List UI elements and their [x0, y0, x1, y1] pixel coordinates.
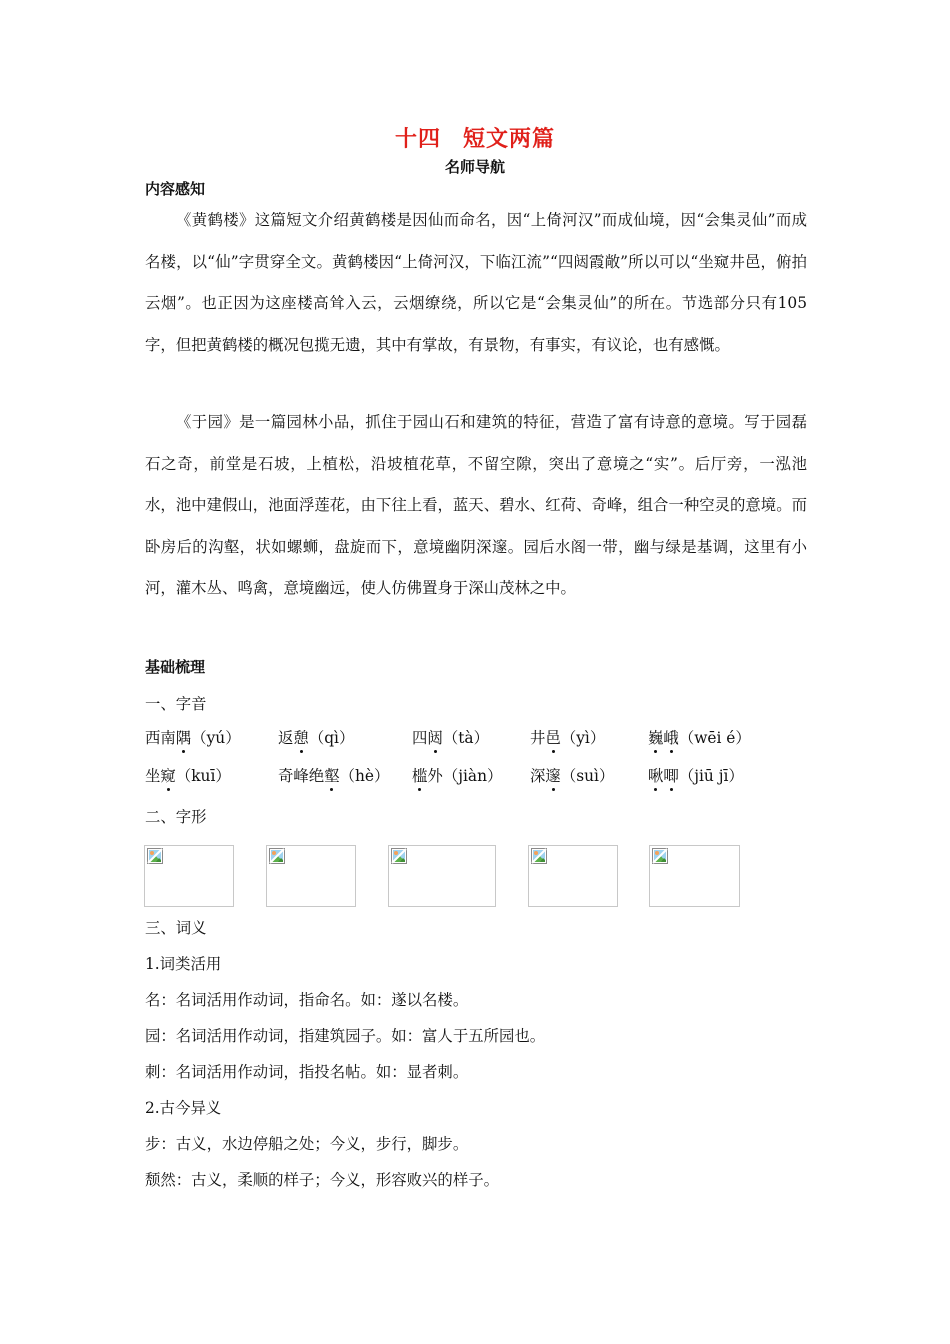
pronunciation-heading: 一、字音: [145, 695, 207, 713]
dotted-character: 闼: [427, 729, 443, 747]
pronunciation-item: [530, 726, 605, 748]
meaning-line: 园：名词活用作动词，指建筑园子。如：富人于五所园也。: [145, 1027, 546, 1045]
word-prefix: 坐: [145, 767, 161, 785]
word-prefix: 奇峰绝: [278, 767, 325, 785]
broken-image-icon: [391, 848, 407, 864]
word-prefix: 深: [530, 767, 546, 785]
target-characters: [545, 729, 560, 747]
pinyin: （yú）: [191, 729, 241, 747]
meaning-subheading-2: 2.古今异义: [145, 1099, 222, 1117]
target-characters: [293, 729, 308, 747]
pronunciation-item: [412, 764, 502, 786]
dotted-character: 唧: [663, 767, 679, 785]
word-prefix: 井: [530, 729, 546, 747]
dotted-character: 巍: [648, 729, 664, 747]
pinyin: （jiàn）: [442, 767, 503, 785]
lesson-name: 短文两篇: [463, 127, 556, 152]
glyph-image-placeholder: [266, 845, 356, 907]
glyph-image-placeholder: [388, 845, 496, 907]
pronunciation-item: [278, 726, 354, 748]
pinyin: （qì）: [308, 729, 355, 747]
dotted-character: 隅: [175, 729, 192, 747]
pronunciation-item: [278, 764, 389, 786]
meaning-line: 颓然：古义，柔顺的样子；今义，形容败兴的样子。: [145, 1171, 499, 1189]
target-characters: [412, 767, 427, 785]
glyph-image-placeholder: [144, 845, 234, 907]
pinyin: （yì）: [560, 729, 606, 747]
dotted-character: 邑: [545, 729, 561, 747]
dotted-character: 窥: [160, 767, 176, 785]
glyph-image-placeholder: [528, 845, 618, 907]
pinyin: （kuī）: [175, 767, 231, 785]
target-characters: [160, 767, 175, 785]
glyph-heading: 二、字形: [145, 808, 207, 826]
dotted-character: 啾: [648, 767, 664, 785]
dotted-character: 憩: [293, 729, 309, 747]
paragraph-yellow-crane-tower: 《黄鹤楼》这篇短文介绍黄鹤楼是因仙而命名，因“上倚河汉”而成仙境，因“会集灵仙”而成名楼，以“仙”字贯穿全文。黄鹤楼因“上倚河汉，下临江流”“四闼霞敞”所以可以“坐窥井邑，俯拍云烟”。也正因为这座楼高耸入云，云烟缭绕，所以它是“会集灵仙”的所在。节选部分只有105字，但把黄鹤楼的概况包揽无遗，其中有掌故，有景物，有事实，有议论，也有感慨。: [145, 211, 807, 354]
pinyin: （jiū jī）: [678, 767, 744, 785]
pinyin: （suì）: [560, 767, 615, 785]
pronunciation-item: [530, 764, 614, 786]
target-characters: [324, 767, 339, 785]
pronunciation-item: [145, 726, 241, 748]
word-prefix: 四: [412, 729, 428, 747]
meaning-subheading-1: 1.词类活用: [145, 955, 222, 973]
lesson-title: [0, 122, 950, 153]
target-characters: [176, 729, 191, 747]
lesson-number: 十四: [394, 127, 441, 152]
paragraph-yu-garden: 《于园》是一篇园林小品，抓住于园山石和建筑的特征，营造了富有诗意的意境。写于园磊石之奇，前堂是石坡，上植松，沿坡植花草，不留空隙，突出了意境之“实”。后厅旁，一泓池水，池中建假山，池面浮莲花，由下往上看，蓝天、碧水、红荷、奇峰，组合一种空灵的意境。而卧房后的沟壑，状如螺蛳，盘旋而下，意境幽阴深邃。园后水阁一带，幽与绿是基调，这里有小河，灌木丛、鸣禽，意境幽远，使人仿佛置身于深山茂林之中。: [145, 413, 807, 597]
pronunciation-item: [648, 726, 751, 748]
target-characters: [648, 767, 679, 785]
section-heading-basics: 基础梳理: [145, 658, 206, 676]
broken-image-icon: [652, 848, 668, 864]
glyph-image-placeholder: [649, 845, 740, 907]
pronunciation-item: [648, 764, 744, 786]
word-prefix: 返: [278, 729, 294, 747]
dotted-character: 壑: [324, 767, 340, 785]
meaning-heading: 三、词义: [145, 919, 207, 937]
word-prefix: 西南: [145, 729, 176, 747]
pronunciation-item: [145, 764, 231, 786]
dotted-character: 邃: [545, 767, 561, 785]
pronunciation-item: [412, 726, 489, 748]
meaning-line: 名：名词活用作动词，指命名。如：遂以名楼。: [145, 991, 469, 1009]
broken-image-icon: [269, 848, 285, 864]
broken-image-icon: [531, 848, 547, 864]
pinyin: （wēi é）: [678, 729, 751, 747]
broken-image-icon: [147, 848, 163, 864]
word-suffix: 外: [427, 767, 443, 785]
target-characters: [648, 729, 679, 747]
target-characters: [545, 767, 560, 785]
target-characters: [427, 729, 442, 747]
dotted-character: 峨: [663, 729, 679, 747]
dotted-character: 槛: [412, 767, 428, 785]
section-heading-content: 内容感知: [145, 180, 206, 198]
page-subtitle: 名师导航: [444, 158, 505, 176]
meaning-line: 步：古义，水边停船之处；今义，步行，脚步。: [145, 1135, 469, 1153]
meaning-line: 刺：名词活用作动词，指投名帖。如：显者刺。: [145, 1063, 469, 1081]
pinyin: （hè）: [339, 767, 390, 785]
pinyin: （tà）: [442, 729, 489, 747]
